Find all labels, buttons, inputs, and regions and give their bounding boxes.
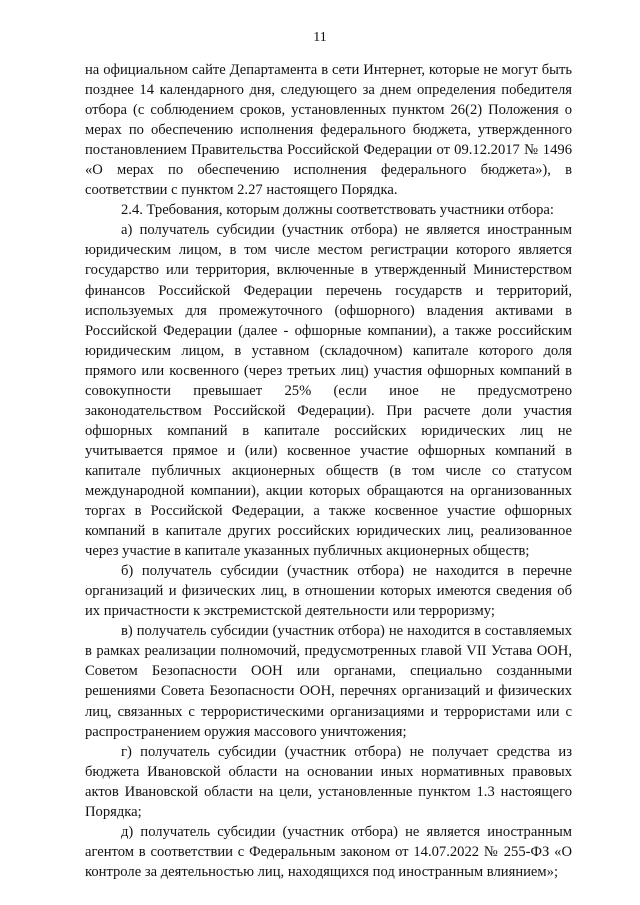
paragraph-item-v: в) получатель субсидии (участник отбора) не находится в составляемых в рамках реализации полномочий, предусмотренных главой VII Устава ООН, Советом Безопасности ООН или органами, специально созданными решениями Совета Безопасности ООН, перечнях организаций и физических лиц, связанных с террористическими организациями и террористами или с распространением оружия массового уничтожения; xyxy=(85,623,572,740)
paragraph-item-a: а) получатель субсидии (участник отбора) не является иностранным юридическим лицом, в том числе местом регистрации которого является государство или территория, включенные в утвержденный Министерством финансов Российской Федерации перечень государств и территорий, используемых для промежуточного (офшорного) владения активами в Российской Федерации (далее - офшорные компании), а также российским юридическим лицом, в уставном (складочном) капитале которого доля прямого или косвенного (через третьих лиц) участия офшорных компаний в совокупности превышает 25% (если иное не предусмотрено законодательством Российской Федерации). При расчете доли участия офшорных компаний в капитале российских юридических лиц не учитывается прямое и (или) косвенное участие офшорных компаний в капитале публичных акционерных обществ (в том числе со статусом международной компании), акции которых обращаются на организованных торгах в Российской Федерации, а также косвенное участие офшорных компаний в капитале других российских юридических лиц, реализованное через участие в капитале указанных публичных акционерных обществ; xyxy=(85,222,572,560)
paragraph-item-d: д) получатель субсидии (участник отбора) не является иностранным агентом в соответствии с Федеральным законом от 14.07.2022 № 255-ФЗ «О контроле за деятельностью лиц, находящихся под иностранным влиянием»; xyxy=(85,823,572,880)
document-body xyxy=(85,60,572,882)
paragraph-item-g: г) получатель субсидии (участник отбора) не получает средства из бюджета Ивановской области на основании иных нормативных правовых актов Ивановской области на цели, установленные пунктом 1.3 настоящего Порядка; xyxy=(85,743,572,820)
paragraph-section-2-4: 2.4. Требования, которым должны соответствовать участники отбора: xyxy=(121,202,554,219)
page-number: 11 xyxy=(313,30,327,45)
paragraph-continuation: на официальном сайте Департамента в сети Интернет, которые не могут быть позднее 14 календарного дня, следующего за днем определения победителя отбора (с соблюдением сроков, установленных пунктом 26(2) Положения о мерах по обеспечению исполнения федерального бюджета, утвержденного постановлением Правительства Российской Федерации от 09.12.2017 № 1496 «О мерах по обеспечению исполнения федерального бюджета»), в соответствии с пунктом 2.27 настоящего Порядка. xyxy=(85,62,572,199)
paragraph-item-b: б) получатель субсидии (участник отбора) не находится в перечне организаций и физических лиц, в отношении которых имеются сведения об их причастности к экстремистской деятельности или терроризму; xyxy=(85,563,572,620)
